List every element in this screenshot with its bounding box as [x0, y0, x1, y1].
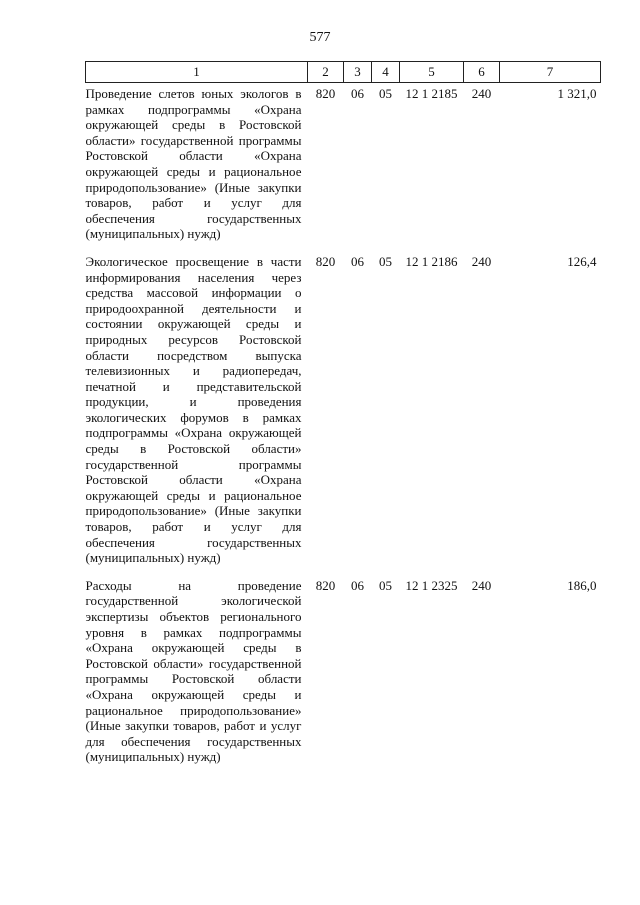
column-header-amount: 7 [500, 62, 601, 83]
column-header-expense-type: 6 [464, 62, 500, 83]
column-header-section: 3 [344, 62, 372, 83]
row-amount: 1 321,0 [557, 86, 597, 101]
row-expense-type: 240 [471, 577, 492, 593]
row-subsection-code: 05 [379, 253, 392, 269]
table-row [86, 575, 601, 774]
column-header-target-article: 5 [400, 62, 464, 83]
row-ministry-code: 820 [315, 86, 336, 101]
table-row [86, 83, 601, 251]
row-subsection-code: 05 [379, 86, 392, 101]
row-target-article: 12 1 2185 [405, 86, 458, 101]
row-subsection-code: 05 [379, 577, 392, 593]
page-number: 577 [309, 30, 331, 45]
row-target-article: 12 1 2325 [405, 577, 458, 593]
row-amount: 186,0 [567, 577, 597, 593]
row-target-article: 12 1 2186 [405, 253, 458, 269]
row-amount: 126,4 [567, 253, 597, 269]
row-expense-type: 240 [471, 253, 492, 269]
row-section-code: 06 [351, 86, 364, 101]
table-row [86, 251, 601, 575]
row-description: Проведение слетов юных экологов в рамках подпрограммы «Охрана окружающей среды в Ростовской области» государственной программы Ростовской области «Охрана окружающей среды и рациональное природопользование» (Иные закупки товаров, работ и услуг для обеспечения государственных (муниципальных) нужд) [85, 86, 302, 242]
row-description: Экологическое просвещение в части информирования населения через средства массовой информации о природоохранной деятельности и состоянии окружающей среды и природных ресурсов Ростовской области посредством выпуска телевизионных и радиопередач, печатной и представительской продукции, и проведения экологических форумов в рамках подпрограммы «Охрана окружающей среды в Ростовской области» государственной программы Ростовской области «Охрана окружающей среды и рациональное природопользование» (Иные закупки товаров, работ и услуг для обеспечения государственных (муниципальных) нужд) [85, 253, 302, 566]
row-section-code: 06 [351, 253, 364, 269]
budget-table [85, 61, 601, 774]
row-description: Расходы на проведение государственной экологической экспертизы объектов регионального уровня в рамках подпрограммы «Охрана окружающей среды в Ростовской области» государственной программы Ростовской области «Охрана окружающей среды и рациональное природопользование» (Иные закупки товаров, работ и услуг для обеспечения государственных (муниципальных) нужд) [85, 577, 302, 765]
row-expense-type: 240 [471, 86, 492, 101]
column-header-description: 1 [86, 62, 308, 83]
column-header-ministry: 2 [308, 62, 344, 83]
row-ministry-code: 820 [315, 577, 336, 593]
column-header-subsection: 4 [372, 62, 400, 83]
row-section-code: 06 [351, 577, 364, 593]
row-ministry-code: 820 [315, 253, 336, 269]
table-header-row [86, 62, 601, 83]
